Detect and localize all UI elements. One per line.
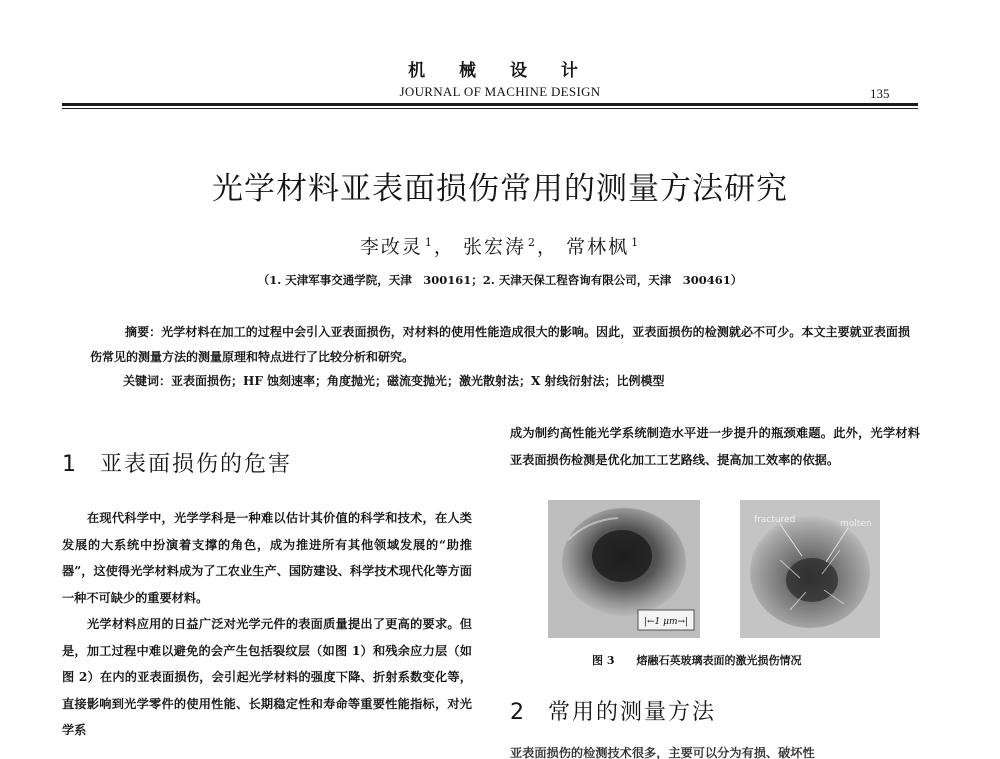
section-number: 1 (62, 452, 78, 477)
figure-caption-label: 图 3 (592, 654, 615, 667)
figure-caption-text: 熔融石英玻璃表面的激光损伤情况 (636, 654, 802, 667)
author-separator: ， (537, 236, 559, 258)
section-1-heading (62, 447, 292, 478)
figure-3-image-right (740, 500, 880, 638)
journal-title-en: JOURNAL OF MACHINE DESIGN (399, 84, 601, 99)
header-rule-thick (62, 103, 918, 106)
author-name: 常林枫 (566, 236, 630, 258)
section-title: 常用的测量方法 (548, 700, 717, 725)
section-2-heading (510, 695, 716, 726)
abstract: 摘要：光学材料在加工的过程中会引入亚表面损伤，对材料的使用性能造成很大的影响。因此，亚表面损伤的检测就必不可少。本文主要就亚表面损伤常见的测量方法的测量原理和特点进行了比较分析和研究。 (90, 325, 910, 364)
figure-scale-label: |←1 μm→| (643, 617, 689, 627)
cut-off-body-line: 亚表面损伤的检测技术很多，主要可以分为有损、破坏性 (510, 746, 815, 759)
author-affil-mark: 2 (528, 236, 537, 249)
body-paragraph: 光学材料应用的日益广泛对光学元件的表面质量提出了更高的要求。但是，加工过程中难以避免的会产生包括裂纹层（如图 1）和残余应力层（如图 2）在内的亚表面损伤，会引起光学材料的强度下降、折射系数变化等，直接影响到光学零件的使用性能、长期稳定性和寿命等重要性能指标，对光学系 (62, 617, 472, 737)
left-column-body (62, 505, 472, 744)
body-paragraph: 成为制约高性能光学系统制造水平进一步提升的瓶颈难题。此外，光学材料亚表面损伤检测是优化加工工艺路线、提高加工效率的依据。 (510, 426, 920, 467)
keywords: 关键词：亚表面损伤；HF 蚀刻速率；角度抛光；磁流变抛光；激光散射法；X 射线衍射法；比例模型 (123, 374, 665, 388)
figure-3-caption (592, 652, 801, 668)
body-paragraph: 在现代科学中，光学学科是一种难以估计其价值的科学和技术，在人类发展的大系统中扮演着支撑的角色，成为推进所有其他领域发展的“助推器”，这使得光学材料成为了工农业生产、国防建设、科学技术现代化等方面一种不可缺少的重要材料。 (62, 511, 472, 605)
author-affil-mark: 1 (424, 236, 434, 249)
right-column-body (510, 420, 920, 473)
section-title: 亚表面损伤的危害 (100, 452, 293, 477)
author-separator: ， (433, 236, 455, 258)
figure-3-image-left (548, 500, 700, 638)
author-name: 张宏涛 (462, 236, 526, 258)
paper-title: 光学材料亚表面损伤常用的测量方法研究 (212, 171, 788, 207)
affiliations: （1. 天津军事交通学院，天津 300161；2. 天津天保工程咨询有限公司，天津 300461） (257, 273, 743, 287)
figure-label-molten: molten (840, 519, 872, 529)
author-list (0, 232, 1000, 259)
page-number: 135 (870, 86, 890, 101)
header-rule-thin (62, 108, 918, 109)
author-name: 李改灵 (359, 236, 423, 258)
journal-title-cn: 机 械 设 计 (408, 61, 592, 81)
figure-label-fractured: fractured (754, 515, 796, 525)
section-number: 2 (510, 700, 526, 725)
author-affil-mark: 1 (631, 236, 641, 249)
